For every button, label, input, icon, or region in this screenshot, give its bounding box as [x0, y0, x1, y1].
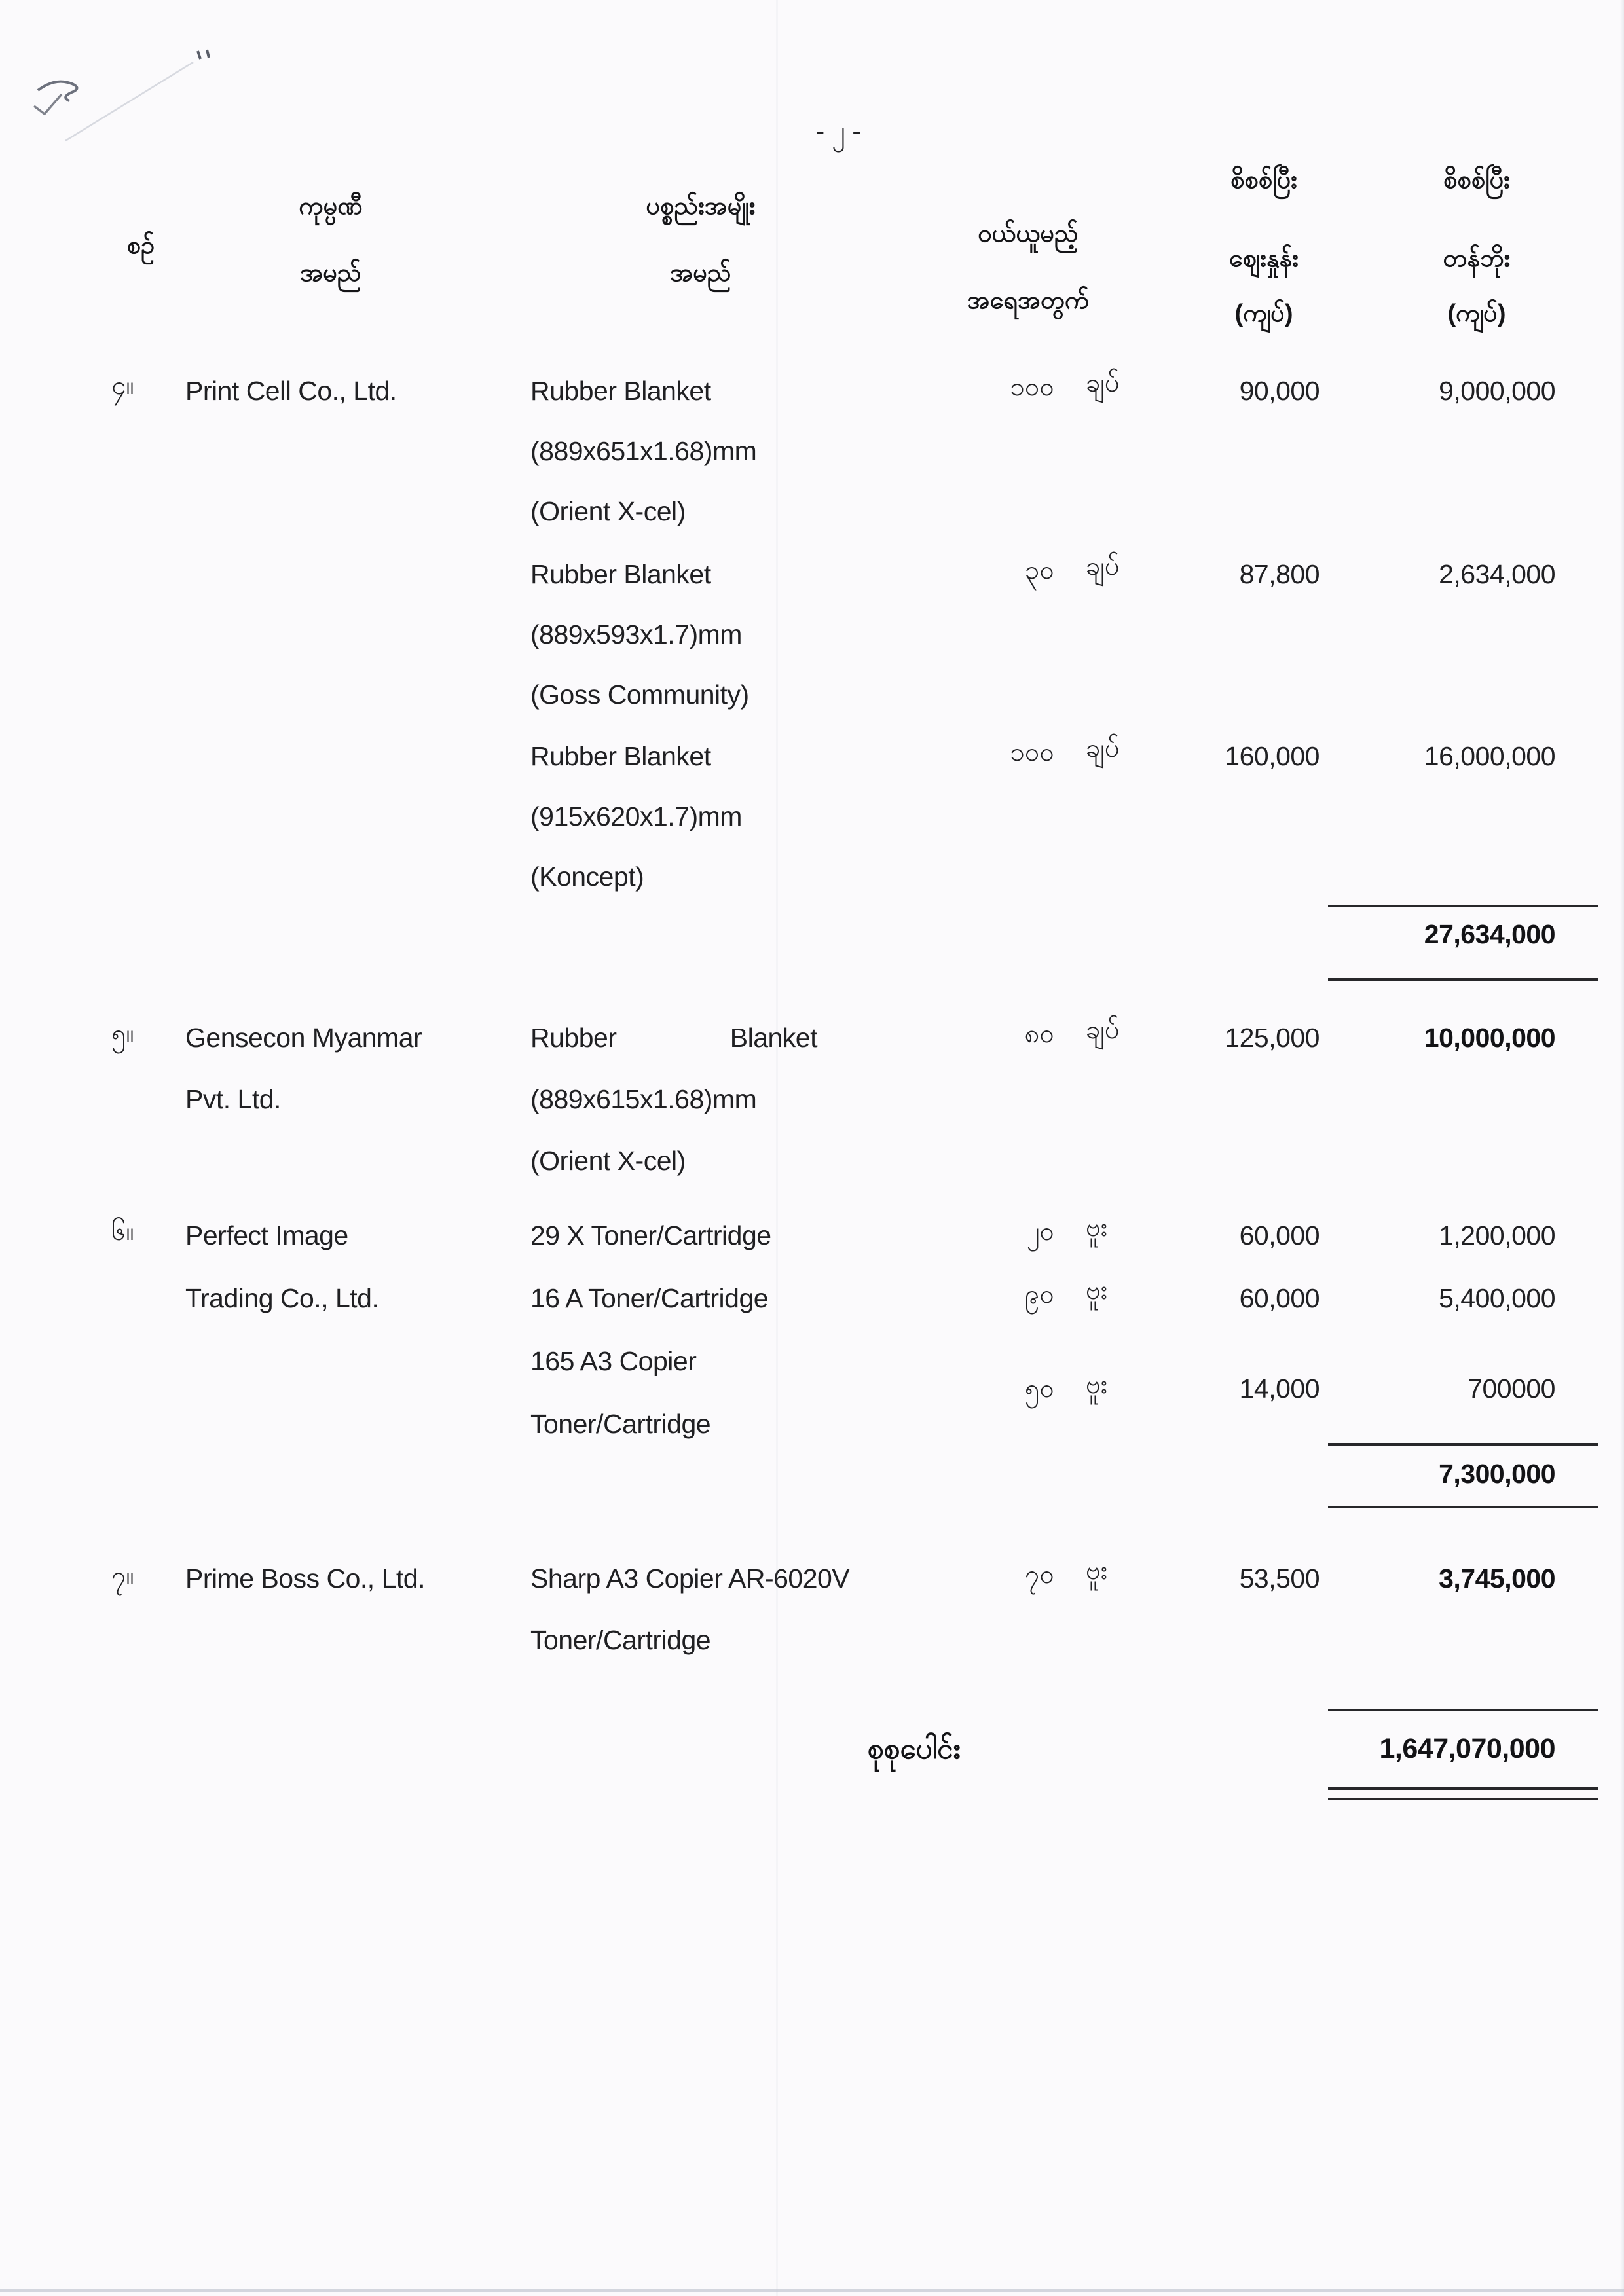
- row4-item2-price: 87,800: [1239, 559, 1320, 589]
- header-price-line2: ဈေးနှုန်း: [1229, 245, 1299, 272]
- grand-total-value: 1,647,070,000: [1379, 1733, 1555, 1764]
- row4-item3-value: 16,000,000: [1424, 741, 1555, 771]
- row4-item3-qty: ၁၀၀: [1010, 738, 1054, 767]
- row5-no: ၅။: [111, 1019, 134, 1048]
- row4-item2-line2: (889x593x1.7)mm: [530, 619, 742, 649]
- row5-qty: ၈၀: [1024, 1019, 1054, 1048]
- row5-item-line3: (Orient X-cel): [530, 1146, 686, 1176]
- row7-unit: ဗူး: [1086, 1556, 1108, 1585]
- grand-total-rule-top: [1328, 1709, 1598, 1711]
- row6-company-line2: Trading Co., Ltd.: [185, 1283, 379, 1313]
- row7-company: Prime Boss Co., Ltd.: [185, 1563, 425, 1594]
- row4-company: Print Cell Co., Ltd.: [185, 376, 397, 406]
- row5-item-word1: Rubber: [530, 1023, 617, 1053]
- scan-edge-bottom: [0, 2289, 1624, 2292]
- row4-no: ၄။: [111, 371, 134, 400]
- row5-company-line1: Gensecon Myanmar: [185, 1023, 422, 1053]
- row5-company-line2: Pvt. Ltd.: [185, 1084, 281, 1114]
- row6-item1-qty: ၂၀: [1026, 1217, 1054, 1246]
- row6-item3-name-line1: 165 A3 Copier: [530, 1346, 697, 1376]
- header-item-line1: ပစ္စည်းအမျိုး: [646, 192, 756, 220]
- row4-item2-line3: (Goss Community): [530, 680, 749, 710]
- header-value-line3: (ကျပ်): [1447, 300, 1506, 327]
- row5-value: 10,000,000: [1424, 1023, 1555, 1053]
- row6-item3-price: 14,000: [1239, 1374, 1320, 1404]
- row5-item-line1: [530, 1019, 817, 1057]
- row6-item2-price: 60,000: [1239, 1283, 1320, 1313]
- subtotal-rule-bottom: [1328, 1506, 1598, 1508]
- row6-item3-unit: ဗူး: [1086, 1370, 1108, 1399]
- header-company-line2: အမည်: [300, 259, 361, 287]
- row4-subtotal: 27,634,000: [1424, 919, 1555, 949]
- row4-item1-unit: ချပ်: [1086, 369, 1120, 397]
- row6-company-line1: Perfect Image: [185, 1220, 348, 1250]
- row5-price: 125,000: [1225, 1023, 1320, 1053]
- row4-item3-line2: (915x620x1.7)mm: [530, 801, 742, 831]
- row4-item3-price: 160,000: [1225, 741, 1320, 771]
- header-value-line1: စိစစ်ပြီး: [1443, 166, 1510, 194]
- row4-item1-line1: Rubber Blanket: [530, 376, 711, 406]
- row6-item1-price: 60,000: [1239, 1220, 1320, 1250]
- scan-streak: [776, 0, 778, 2296]
- page-number: - ၂ -: [815, 115, 861, 146]
- row6-no: ၆။: [111, 1217, 134, 1246]
- row7-no: ၇။: [111, 1561, 134, 1590]
- row6-item1-unit: ဗူး: [1086, 1213, 1108, 1242]
- row4-item1-price: 90,000: [1239, 376, 1320, 406]
- row4-item2-qty: ၃၀: [1025, 556, 1054, 585]
- header-value-line2: တန်ဘိုး: [1443, 245, 1511, 272]
- row7-item-line1: Sharp A3 Copier AR-6020V: [530, 1563, 850, 1594]
- pen-scribble-mark: [26, 33, 249, 164]
- header-item-line2: အမည်: [670, 259, 731, 287]
- row5-unit: ချပ်: [1086, 1015, 1120, 1044]
- row4-item2-unit: ချပ်: [1086, 552, 1120, 581]
- row6-item2-unit: ဗူး: [1086, 1276, 1108, 1305]
- row6-item2-qty: ၉၀: [1025, 1280, 1054, 1309]
- row4-item1-line3: (Orient X-cel): [530, 496, 686, 526]
- grand-total-double-rule-1: [1328, 1787, 1598, 1790]
- row7-value: 3,745,000: [1439, 1563, 1555, 1594]
- row6-item1-name: 29 X Toner/Cartridge: [530, 1220, 771, 1250]
- row6-item2-name: 16 A Toner/Cartridge: [530, 1283, 769, 1313]
- header-quantity-line2: အရေအတွက်: [967, 287, 1090, 314]
- row6-item3-name-line2: Toner/Cartridge: [530, 1409, 711, 1439]
- row4-item3-unit: ချပ်: [1086, 734, 1120, 763]
- row4-item1-line2: (889x651x1.68)mm: [530, 436, 757, 466]
- header-company-line1: ကုမ္ပဏီ: [299, 192, 363, 220]
- row6-item2-value: 5,400,000: [1439, 1283, 1555, 1313]
- row4-item3-line1: Rubber Blanket: [530, 741, 711, 771]
- row5-item-line2: (889x615x1.68)mm: [530, 1084, 757, 1114]
- row7-item-line2: Toner/Cartridge: [530, 1625, 711, 1655]
- row6-subtotal: 7,300,000: [1439, 1459, 1555, 1489]
- row4-item1-value: 9,000,000: [1439, 376, 1555, 406]
- grand-total-label: စုစုပေါင်း: [868, 1733, 961, 1765]
- header-price-line1: စိစစ်ပြီး: [1230, 166, 1297, 194]
- row6-item3-value: 700000: [1467, 1374, 1555, 1404]
- row5-item-word2: Blanket: [729, 1023, 817, 1053]
- row4-item2-value: 2,634,000: [1439, 559, 1555, 589]
- scan-edge-right: [1620, 0, 1624, 2296]
- header-quantity-line1: ဝယ်ယူမည့်: [978, 220, 1079, 247]
- header-price-line3: (ကျပ်): [1234, 300, 1293, 327]
- row4-item2-line1: Rubber Blanket: [530, 559, 711, 589]
- header-no: စဉ်: [126, 232, 155, 259]
- row7-qty: ၇၀: [1025, 1560, 1054, 1589]
- subtotal-rule-top: [1328, 1443, 1598, 1446]
- subtotal-rule-bottom: [1328, 978, 1598, 981]
- row4-item3-line3: (Koncept): [530, 862, 644, 892]
- row4-item1-qty: ၁၀၀: [1010, 373, 1054, 401]
- grand-total-double-rule-2: [1328, 1798, 1598, 1800]
- subtotal-rule-top: [1328, 905, 1598, 907]
- row6-item3-qty: ၅၀: [1025, 1374, 1054, 1403]
- row6-item1-value: 1,200,000: [1439, 1220, 1555, 1250]
- row7-price: 53,500: [1239, 1563, 1320, 1594]
